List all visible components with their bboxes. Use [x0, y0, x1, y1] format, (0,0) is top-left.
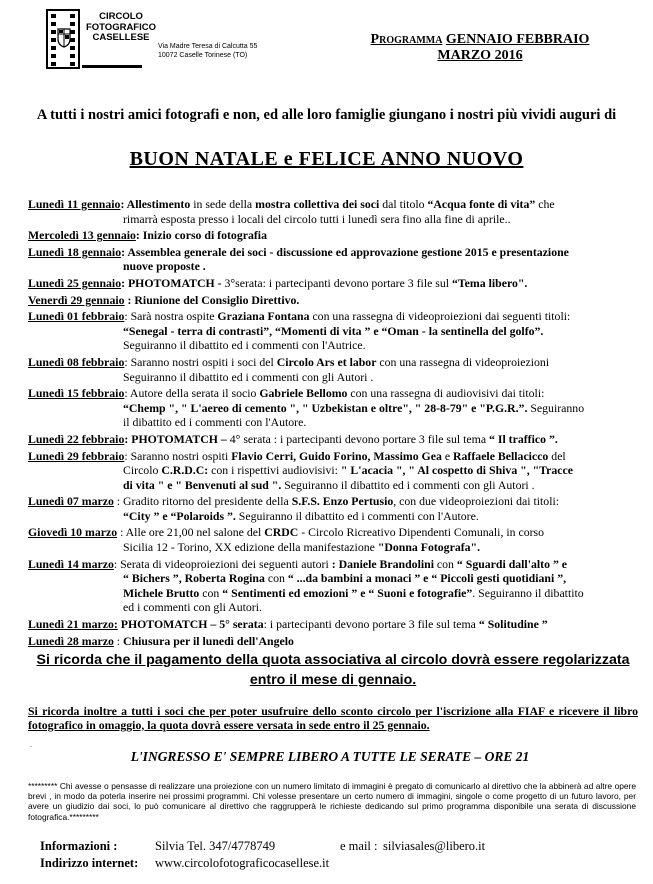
event-text: con una rassegna di videoproiezioni — [376, 354, 550, 369]
event-text: : — [113, 633, 124, 648]
event-text: e — [441, 448, 454, 463]
event-text: con — [199, 585, 223, 600]
program-months-2: MARZO 2016 — [437, 48, 523, 63]
event-text: “ Sentimenti ed emozioni ” e “ Suoni e fotografie” — [222, 585, 473, 600]
event-text: “ ...da bambini a monaci ” e “ Piccoli gesti quotidiani ”, — [287, 571, 567, 586]
event-text: : i partecipanti devono portare 3 file sul tema — [263, 617, 479, 632]
event-text: del — [548, 448, 566, 463]
event-text: “Chemp ", " L'aereo di cemento ", " Uzbekistan e oltre", " 28-8-79" e "P.G.R.”. — [123, 400, 528, 415]
event-item — [28, 557, 638, 615]
event-text: 3°serata: i partecipanti devono portare 3 file sul — [224, 275, 452, 290]
event-text: dal titolo — [379, 197, 428, 211]
event-text: che — [535, 197, 555, 211]
event-text: “ Sguardi dall'alto ” e — [456, 556, 568, 571]
program-heading — [335, 32, 625, 64]
event-text: Raffaele Bellacicco — [453, 448, 549, 463]
event-date: Venerdì 29 gennaio — [28, 292, 125, 307]
contacts — [40, 838, 640, 872]
info-contact: Silvia Tel. 347/4778749 — [155, 839, 276, 853]
email-link[interactable]: silviasales@libero.it — [383, 839, 486, 853]
fiaf-notice: Si ricorda inoltre a tutti i soci che per poter usufruire dello sconto circolo per l'iscrizione alla FIAF e ricevere il libro fotografico in omaggio, la quota dovrà essere versata in sede entro il 25 gennaio. — [28, 704, 638, 732]
info-label: Informazioni : — [40, 839, 118, 853]
event-text: , con due videoproiezioni dai titoli: — [393, 494, 560, 509]
event-text: C.R.D.C: — [161, 463, 209, 478]
club-name: CIRCOLO FOTOGRAFICO CASELLESE — [85, 11, 157, 43]
event-item — [28, 449, 638, 493]
event-text: : Sarà nostra ospite — [124, 309, 218, 324]
event-text: il dibattito ed i commenti con l'Autore. — [123, 415, 307, 430]
event-text: "Donna Fotografa". — [377, 540, 481, 555]
event-text: “ Bichers ”, Roberta Rogina — [123, 571, 265, 586]
program-word: Programma — [370, 32, 443, 47]
event-text: : Inizio corso di fotografia — [135, 228, 267, 243]
event-text: “ Il traffico ”. — [489, 431, 558, 446]
email-label: e mail : — [340, 839, 378, 853]
event-text: rimarrà esposta presso i locali del circolo tutti i lunedì sera fino alla fine di aprile.. — [123, 211, 511, 226]
event-text: : Saranno nostri ospiti i soci del — [124, 354, 277, 369]
event-item — [28, 293, 638, 308]
event-text: : Riunione del Consiglio Direttivo. — [124, 292, 300, 307]
event-text: ed i commenti con gli Autori. — [123, 600, 262, 615]
club-logo — [46, 9, 272, 71]
event-date: Lunedì 08 febbraio — [28, 354, 125, 369]
event-text: : Daniele Brandolini — [331, 556, 434, 571]
small-mark: ◦ — [30, 745, 32, 750]
event-text: . Seguiranno il dibattito — [472, 585, 584, 600]
event-text: con — [264, 571, 288, 586]
event-text: : Alle ore 21,00 nel salone del — [117, 525, 265, 540]
event-date: Lunedì 22 febbraio — [28, 431, 125, 446]
event-date: Lunedì 18 gennaio — [28, 244, 122, 259]
event-item — [28, 309, 638, 353]
web-label: Indirizzo internet: — [40, 856, 139, 870]
event-text: Seguiranno — [527, 400, 585, 415]
event-item — [28, 228, 638, 243]
event-date: Lunedì 29 febbraio — [28, 448, 125, 463]
event-text: S.F.S. Enzo Pertusio — [291, 494, 394, 509]
event-text: Gabriele Bellomo — [259, 386, 348, 401]
event-date: Lunedì 07 marzo — [28, 494, 114, 509]
event-text: con i rispettivi audiovisivi: — [208, 463, 341, 478]
free-entry-notice: L'INGRESSO E' SEMPRE LIBERO A TUTTE LE SERATE – ORE 21 — [130, 749, 530, 764]
event-text: : PHOTOMATCH - — [121, 275, 225, 290]
membership-fee-notice: Si ricorda che il pagamento della quota associativa al circolo dovrà essere regolarizzata entro il mese di gennaio. — [36, 652, 630, 688]
event-text: Seguiranno il dibattito ed i commenti con gli Autori . — [123, 369, 374, 384]
event-text: : Autore della serata il socio — [124, 386, 260, 401]
event-text: : Allestimento — [120, 197, 191, 211]
event-text: PHOTOMATCH – 5° serata — [117, 617, 264, 632]
event-text: Michele Brutto — [123, 585, 200, 600]
event-text: Graziana Fontana — [217, 309, 310, 324]
event-date: Giovedì 10 marzo — [28, 525, 118, 540]
event-text: Seguiranno il dibattito ed i commenti con l'Autrice. — [123, 338, 366, 353]
event-text: Seguiranno il dibattito ed i commenti con gli Autori . — [281, 477, 535, 492]
event-text: mostra collettiva dei soci — [255, 197, 380, 211]
website-link[interactable]: www.circolofotograficocasellese.it — [155, 856, 330, 870]
event-text: " L'acacia ", " Al cospetto di Shiva ", "Tracce — [340, 463, 573, 478]
event-item — [28, 617, 638, 632]
event-text: “ Solitudine ” — [478, 617, 548, 632]
event-text: : Gradito ritorno del presidente della — [113, 494, 292, 509]
coat-of-arms-icon — [57, 28, 71, 48]
event-list — [28, 197, 638, 650]
event-date: Lunedì 15 febbraio — [28, 386, 125, 401]
event-item — [28, 197, 638, 226]
event-text: con — [433, 556, 457, 571]
event-text: : Assemblea generale dei soci - discussione ed approvazione gestione 2015 e presentazione — [121, 244, 569, 259]
logo-underline — [82, 65, 142, 68]
event-text: “Acqua fonte di vita” — [427, 197, 536, 211]
event-text: Sicilia 12 - Torino, XX edizione della manifestazione — [123, 540, 378, 555]
event-item — [28, 494, 638, 523]
event-text: in sede della — [190, 197, 256, 211]
event-text: - Circolo Ricreativo Dipendenti Comunali, in corso — [298, 525, 545, 540]
event-date: Lunedì 25 gennaio — [28, 275, 122, 290]
event-text: 4° serata : i partecipanti devono portare 3 file sul tema — [229, 431, 490, 446]
event-text: Seguiranno il dibattito ed i commenti con l'Autore. — [235, 508, 479, 523]
event-text: “Tema libero". — [452, 275, 528, 290]
event-item — [28, 634, 638, 649]
event-date: Lunedì 01 febbraio — [28, 309, 125, 324]
event-date: Lunedì 28 marzo — [28, 633, 114, 648]
event-item — [28, 432, 638, 447]
event-text: “Senegal - terra di contrasti”, “Momenti di vita ” e “Oman - la sentinella del golfo”. — [123, 323, 544, 338]
event-text: Chiusura per il lunedì dell'Angelo — [123, 633, 294, 648]
event-text: : PHOTOMATCH – — [124, 431, 230, 446]
event-item — [28, 386, 638, 430]
event-text: Flavio Cerri, Guido Forino, Massimo Gea — [231, 448, 442, 463]
film-strip-icon — [46, 9, 80, 69]
event-item — [28, 276, 638, 291]
event-text: di vita " e " Benvenuti al sud ". — [123, 477, 282, 492]
event-item — [28, 525, 638, 554]
event-text: “City ” e “Polaroids ”. — [123, 508, 236, 523]
event-text: Circolo Ars et labor — [276, 354, 377, 369]
event-item — [28, 245, 638, 274]
event-text: con una rassegna di videoproiezioni dai seguenti titoli: — [309, 309, 571, 324]
event-text: con una rassegna di audiovisivi dai titoli: — [347, 386, 545, 401]
event-text: : Saranno nostri ospiti — [124, 448, 232, 463]
event-item — [28, 355, 638, 384]
event-date: Lunedì 14 marzo — [28, 556, 114, 571]
event-date: Lunedì 21 marzo: — [28, 617, 118, 632]
event-text: : Serata di videoproiezioni dei seguenti autori — [113, 556, 332, 571]
event-text: Circolo — [123, 463, 162, 478]
program-months-1: GENNAIO FEBBRAIO — [445, 32, 590, 47]
greeting: A tutti i nostri amici fotografi e non, ed alle loro famiglie giungano i nostri più vividi auguri di — [36, 107, 617, 123]
event-date: Mercoledì 13 gennaio — [28, 228, 136, 243]
footnote: ********* Chi avesse o pensasse di realizzare una proiezione con un numero limitato di immagini è pregato di comunicarlo al direttivo che la abbinerà ad altre opere brevi , in modo da poterla inserire nei prossimi programmi. Chi volesse presentare un certo numero di immagini, singole o come progetto di un futuro lavoro, per avere un giudizio dai soci, lo può comunicare al direttivo che raggrupperà le richieste dedicando sul primo programma disponibile una serata di discussione fotografica.********* — [28, 781, 636, 822]
event-date: Lunedì 11 gennaio — [28, 197, 121, 211]
event-text: nuove proposte . — [123, 259, 206, 274]
holiday-title: BUON NATALE e FELICE ANNO NUOVO — [129, 148, 524, 170]
club-address: Via Madre Teresa di Calcutta 55 10072 Caselle Torinese (TO) — [158, 43, 258, 59]
event-text: CRDC — [264, 525, 299, 540]
